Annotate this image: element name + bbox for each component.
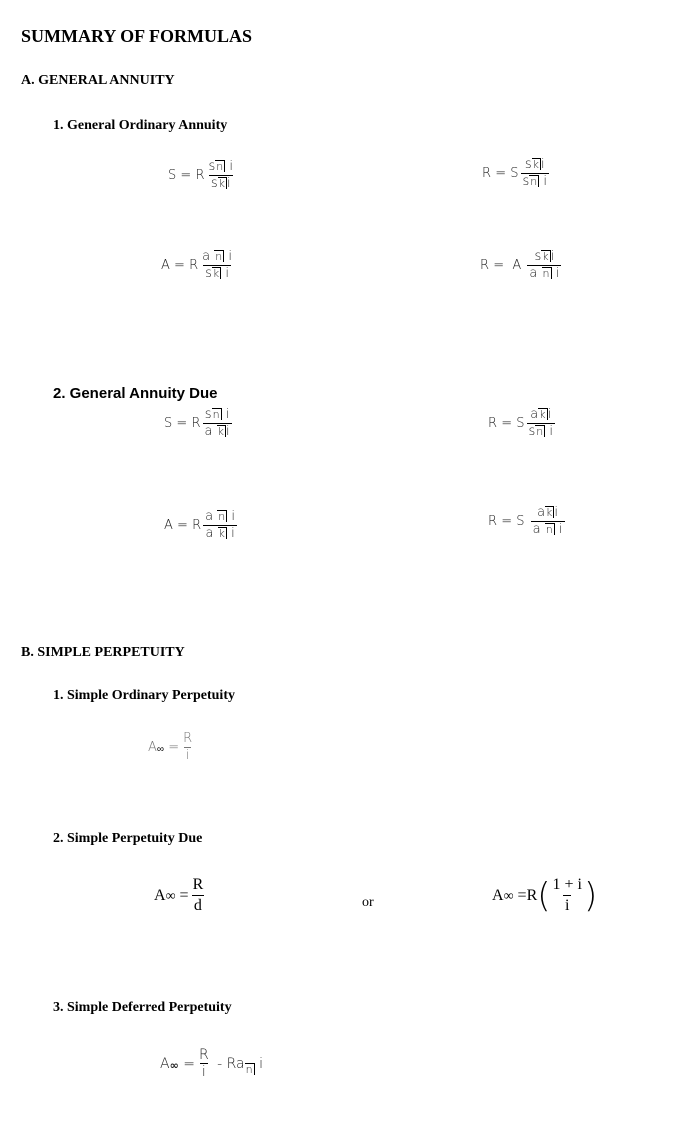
formula-b1: A ∞ = $\frac{R}{i}$	[148, 731, 193, 763]
formula-a1-s: S = R $\frac{\text{sn i}}{\text{sk i}}$	[168, 159, 234, 191]
page-title: SUMMARY OF FORMULAS	[21, 26, 253, 46]
formula-b2-right: A ∞ = R ( $\frac{1 + i}{i}$ )	[492, 875, 598, 916]
section-a-sub2: 2. General Annuity Due	[53, 385, 218, 402]
section-b-heading: B. SIMPLE PERPETUITY	[21, 645, 185, 660]
formula-a1-r-from-a: R = A $\frac{\text{sk i}}{\text{a n i}}$	[480, 249, 560, 281]
formula-a2-r-from-s: R = S $\frac{\text{ak i}}{\text{sn i}}$	[488, 407, 554, 439]
or-connector: or	[362, 895, 374, 910]
section-b-sub2: 2. Simple Perpetuity Due	[53, 831, 203, 846]
formula-a2-r-from-a: R = S $\frac{\text{ak i}}{\text{a n i}}$	[488, 505, 563, 537]
formula-a1-a: A = R $\frac{\text{a n i}}{\text{sk i}}$	[161, 249, 232, 281]
section-b-sub1: 1. Simple Ordinary Perpetuity	[53, 688, 235, 703]
section-a-heading: A. GENERAL ANNUITY	[21, 73, 175, 88]
section-b-sub3: 3. Simple Deferred Perpetuity	[53, 1000, 232, 1015]
formula-b2-left: A ∞ = $\frac{R}{d}$	[154, 876, 204, 914]
section-a-sub1: 1. General Ordinary Annuity	[53, 118, 228, 133]
formula-a2-a: A = R $\frac{\text{a n i}}{\text{a k i}}$	[164, 509, 235, 541]
formula-a1-r-from-s: R = S $\frac{\text{sk i}}{\text{sn i}}$	[482, 157, 548, 189]
formula-b3: A ∞ = $\frac{R}{i}$ - Ra n i	[160, 1047, 263, 1080]
formula-a2-s: S = R $\frac{\text{sn i}}{\text{a k i}}$	[164, 407, 230, 439]
